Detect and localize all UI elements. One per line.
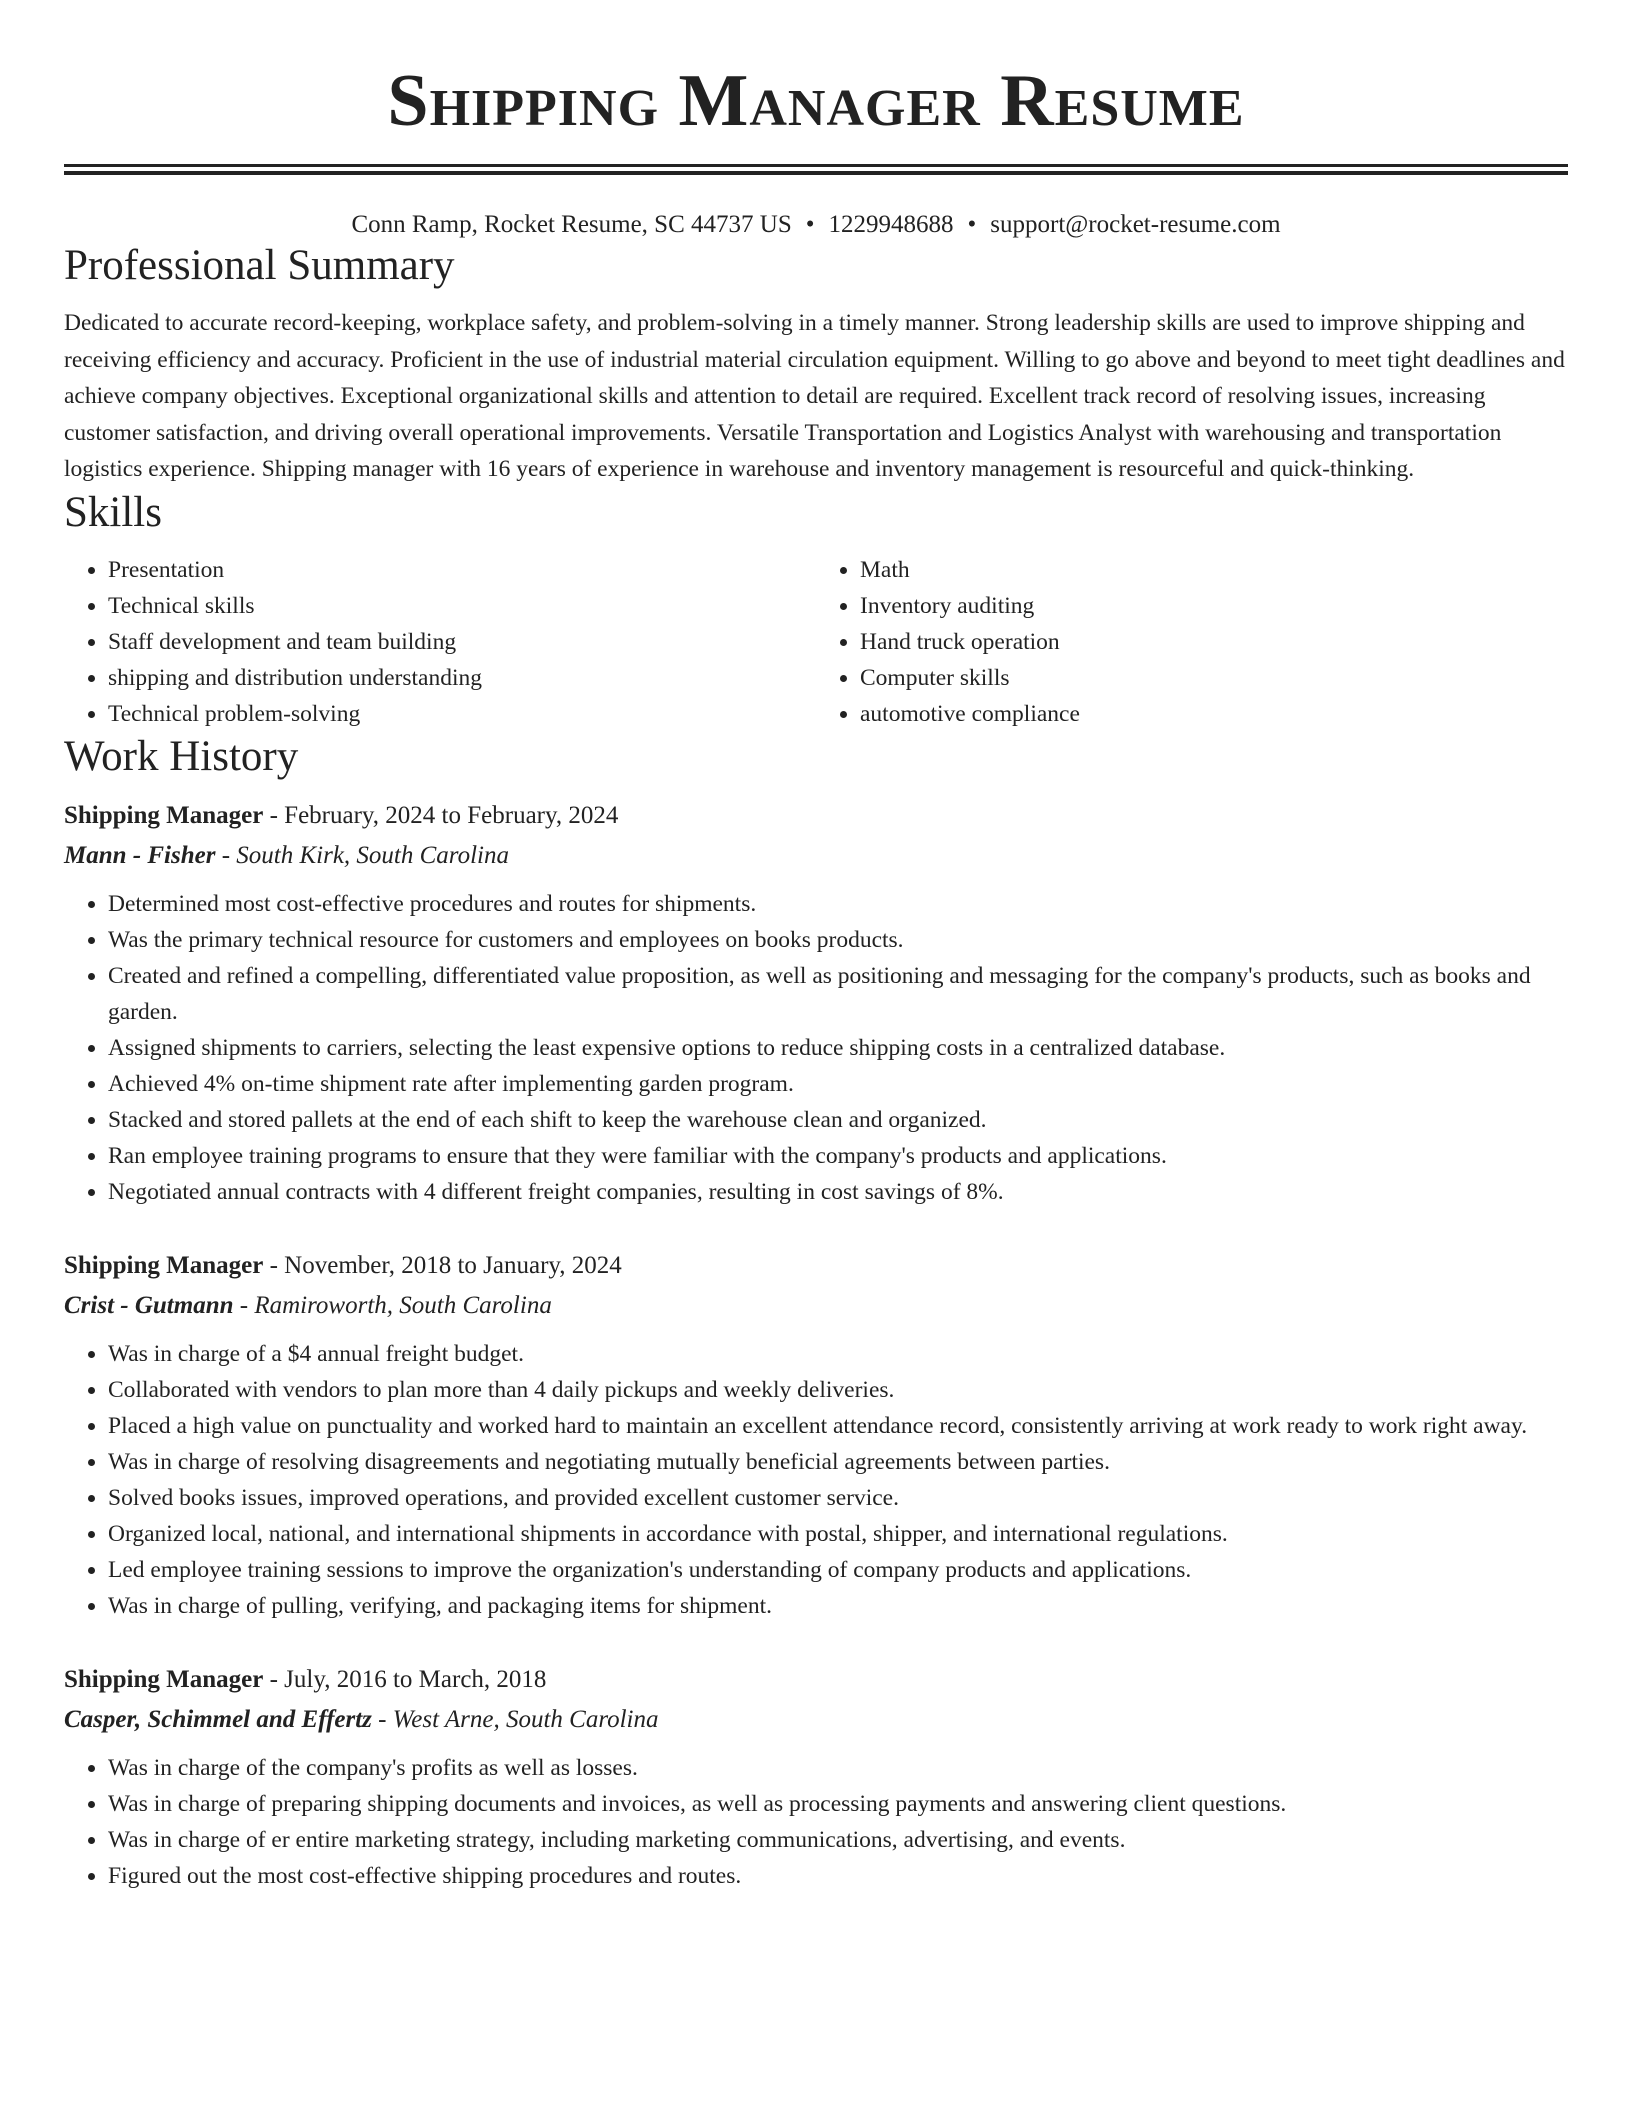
job-bullet: • Ran employee training programs to ensure that they were familiar with the company's products and applications.: [108, 1138, 1568, 1174]
job-dates: - November, 2018 to January, 2024: [263, 1251, 622, 1279]
work-history-heading: Work History: [64, 732, 299, 780]
job-location: - Ramiroworth, South Carolina: [233, 1291, 552, 1319]
job-header: [64, 1250, 1568, 1282]
job-header: [64, 1664, 1568, 1696]
job-employer: [64, 840, 1568, 872]
job-bullet: • Was the primary technical resource for customers and employees on books products.: [108, 922, 1568, 958]
job-employer: [64, 1704, 1568, 1736]
job-bullet: • Organized local, national, and international shipments in accordance with postal, shipper, and international regulations.: [108, 1516, 1568, 1552]
skill-item: • Technical problem-solving: [108, 696, 816, 732]
job-bullet: • Was in charge of er entire marketing strategy, including marketing communications, advertising, and events.: [108, 1822, 1568, 1858]
title-divider: [64, 164, 1568, 175]
job-role: Shipping Manager: [64, 1251, 264, 1279]
job-bullets: [64, 1750, 1568, 1894]
job-bullet: • Stacked and stored pallets at the end of each shift to keep the warehouse clean and organized.: [108, 1102, 1568, 1138]
skill-item: • automotive compliance: [860, 696, 1568, 732]
job-bullet: • Placed a high value on punctuality and worked hard to maintain an excellent attendance record, consistently arriving at work ready to work right away.: [108, 1408, 1568, 1444]
job-bullet: • Achieved 4% on-time shipment rate after implementing garden program.: [108, 1066, 1568, 1102]
skills-column-right: [816, 552, 1568, 732]
skill-item: • shipping and distribution understanding: [108, 660, 816, 696]
contact-email: support@rocket-resume.com: [990, 211, 1281, 238]
job-bullet: • Negotiated annual contracts with 4 different freight companies, resulting in cost savings of 8%.: [108, 1174, 1568, 1210]
job-location: - West Arne, South Carolina: [371, 1705, 659, 1733]
job-bullet: • Created and refined a compelling, differentiated value proposition, as well as positioning and messaging for the company's products, such as books and garden.: [108, 958, 1568, 1030]
skill-item: • Staff development and team building: [108, 624, 816, 660]
skill-item: • Computer skills: [860, 660, 1568, 696]
job-bullet: • Was in charge of the company's profits as well as losses.: [108, 1750, 1568, 1786]
job-entry: [64, 800, 1568, 1210]
resume-title: Shipping Manager Resume: [387, 60, 1245, 142]
job-role: Shipping Manager: [64, 1665, 264, 1693]
skill-item: • Inventory auditing: [860, 588, 1568, 624]
contact-separator: •: [805, 211, 815, 238]
job-bullets: [64, 1336, 1568, 1624]
summary-text: Dedicated to accurate record-keeping, workplace safety, and problem-solving in a timely manner. Strong leadership skills are used to improve shipping and receiving efficiency and accuracy. Proficient in the use of industrial material circulation equipment. Willing to go above and beyond to meet tight deadlines and achieve company objectives. Exceptional organizational skills and attention to detail are required. Excellent track record of resolving issues, increasing customer satisfaction, and driving overall operational improvements. Versatile Transportation and Logistics Analyst with warehousing and transportation logistics experience. Shipping manager with 16 years of experience in warehouse and inventory management is resourceful and quick-thinking.: [64, 310, 1565, 482]
contact-line: [64, 209, 1568, 241]
job-company: Crist - Gutmann: [64, 1291, 234, 1319]
job-dates: - July, 2016 to March, 2018: [263, 1665, 547, 1693]
job-company: Casper, Schimmel and Effertz: [64, 1705, 372, 1733]
skill-item: • Technical skills: [108, 588, 816, 624]
job-header: [64, 800, 1568, 832]
job-bullets: [64, 886, 1568, 1210]
job-dates: - February, 2024 to February, 2024: [263, 801, 619, 829]
job-employer: [64, 1290, 1568, 1322]
skills-heading: Skills: [64, 488, 162, 536]
job-bullet: • Led employee training sessions to improve the organization's understanding of company products and applications.: [108, 1552, 1568, 1588]
skill-item: • Presentation: [108, 552, 816, 588]
job-bullet: • Was in charge of pulling, verifying, and packaging items for shipment.: [108, 1588, 1568, 1624]
summary-heading: Professional Summary: [64, 242, 455, 289]
skill-item: • Math: [860, 552, 1568, 588]
contact-separator: •: [967, 211, 977, 238]
contact-phone: 1229948688: [828, 211, 954, 238]
contact-address: Conn Ramp, Rocket Resume, SC 44737 US: [351, 211, 792, 238]
job-entry: [64, 1250, 1568, 1624]
job-entry: [64, 1664, 1568, 1894]
job-bullet: • Collaborated with vendors to plan more than 4 daily pickups and weekly deliveries.: [108, 1372, 1568, 1408]
job-bullet: • Was in charge of preparing shipping documents and invoices, as well as processing payments and answering client questions.: [108, 1786, 1568, 1822]
skill-item: • Hand truck operation: [860, 624, 1568, 660]
job-bullet: • Determined most cost-effective procedures and routes for shipments.: [108, 886, 1568, 922]
skills-column-left: [64, 552, 816, 732]
job-bullet: • Solved books issues, improved operations, and provided excellent customer service.: [108, 1480, 1568, 1516]
job-bullet: • Was in charge of resolving disagreements and negotiating mutually beneficial agreements between parties.: [108, 1444, 1568, 1480]
job-bullet: • Assigned shipments to carriers, selecting the least expensive options to reduce shipping costs in a centralized database.: [108, 1030, 1568, 1066]
job-bullet: • Figured out the most cost-effective shipping procedures and routes.: [108, 1858, 1568, 1894]
job-bullet: • Was in charge of a $4 annual freight budget.: [108, 1336, 1568, 1372]
job-location: - South Kirk, South Carolina: [215, 841, 509, 869]
job-role: Shipping Manager: [64, 801, 264, 829]
job-company: Mann - Fisher: [64, 841, 216, 869]
skills-list: [64, 552, 1568, 732]
